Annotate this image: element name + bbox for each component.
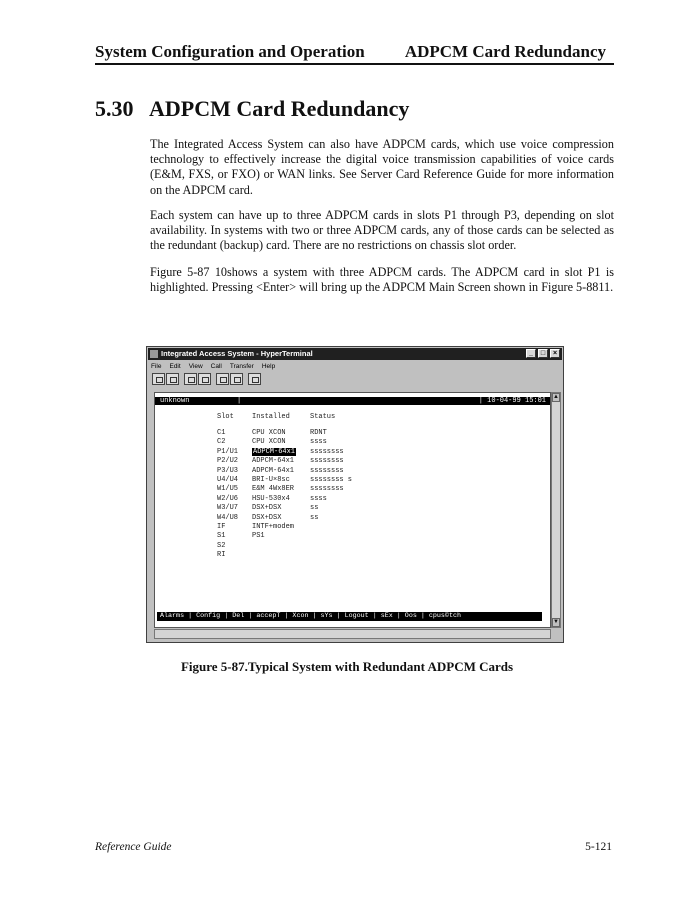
installed-cell[interactable]: CPU XCON (252, 429, 286, 437)
status-column (310, 413, 352, 560)
installed-column (252, 413, 296, 560)
running-header-left: System Configuration and Operation (95, 42, 365, 61)
slot-cell: P1/U1 (217, 447, 239, 456)
slot-cell: S2 (217, 541, 226, 550)
installed-cell[interactable]: DSX+DSX (252, 513, 282, 522)
slot-cell: W3/U7 (217, 504, 239, 513)
close-icon[interactable]: × (550, 349, 560, 358)
installed-cell-selected[interactable]: ADPCM-64x1 (253, 447, 296, 456)
terminal-status-bar (155, 397, 550, 405)
installed-cell[interactable]: ADPCM-64x1 (252, 457, 295, 466)
installed-cell[interactable]: INTF+modem (252, 522, 295, 531)
section-title: ADPCM Card Redundancy (149, 96, 410, 121)
hyperterminal-window (146, 346, 564, 643)
command-bar[interactable]: Alarms | Config | Del | accepT | Xcon | sYs | Logout | sEx | Oos | cpus©tch (157, 612, 542, 621)
slot-cell: C2 (217, 438, 226, 447)
paragraph-3: Figure 5-87 10shows a system with three ADPCM cards. The ADPCM card in slot P1 is highlighted. Pressing <Enter> will bring up the ADPCM Main Screen shown in Figure 5-8811. (150, 265, 614, 295)
window-titlebar (148, 348, 562, 360)
open-icon[interactable] (166, 373, 179, 385)
status-cell: ssssssss (310, 485, 344, 494)
status-header: Status (310, 413, 336, 421)
status-cell: ssss (310, 438, 327, 447)
status-cell: ss (310, 504, 319, 513)
footer-left: Reference Guide (95, 841, 172, 853)
slot-cell: C1 (217, 429, 226, 437)
terminal-screen[interactable] (154, 392, 551, 628)
slot-cell: U4/U4 (217, 475, 239, 484)
installed-cell[interactable]: HSU-530x4 (252, 494, 290, 503)
slot-cell: IF (217, 522, 226, 531)
status-cell: ssssssss (310, 466, 344, 475)
paragraph-2: Each system can have up to three ADPCM cards in slots P1 through P3, depending on slot availability. In systems with two or three ADPCM cards, any of those cards can be selected as the redundant (backup) card. There are no restrictions on chassis slot order. (150, 208, 614, 253)
installed-cell[interactable]: PS1 (252, 532, 265, 541)
status-cell (310, 532, 352, 541)
status-cell (310, 523, 352, 532)
slot-header: Slot (217, 413, 234, 421)
installed-cell[interactable]: BRI-U×8sc (252, 475, 290, 484)
menu-transfer[interactable]: Transfer (229, 363, 254, 370)
installed-cell[interactable]: ADPCM-64x1 (252, 466, 295, 475)
scroll-down-icon[interactable]: ▼ (553, 619, 559, 625)
send-icon[interactable] (216, 373, 229, 385)
slot-cell: RI (217, 551, 226, 560)
slot-cell: P2/U2 (217, 457, 239, 466)
slot-cell: P3/U3 (217, 466, 239, 475)
slot-cell: W4/U8 (217, 513, 239, 522)
page-number: 5-121 (585, 841, 612, 853)
disconnect-icon[interactable] (198, 373, 211, 385)
scroll-up-icon[interactable]: ▲ (553, 394, 559, 400)
status-cell: RDNT (310, 429, 327, 437)
status-cell (310, 551, 352, 560)
window-title: Integrated Access System - HyperTerminal (161, 349, 313, 358)
status-datetime: | 10-04-99 15:01 (478, 397, 546, 405)
new-icon[interactable] (152, 373, 165, 385)
slot-cell: S1 (217, 532, 226, 541)
header-rule (95, 63, 614, 65)
connect-icon[interactable] (184, 373, 197, 385)
running-header-right: ADPCM Card Redundancy (404, 42, 606, 61)
slot-cell: W1/U5 (217, 485, 239, 494)
menu-help[interactable]: Help (261, 363, 276, 370)
section-number: 5.30 (95, 96, 134, 121)
slot-column (217, 413, 238, 560)
paragraph-1: The Integrated Access System can also have ADPCM cards, which use voice compression technology to effectively increase the digital voice transmission capabilities of voice cards (E&M, FXS, or FXO) or WAN links. See Server Card Reference Guide for more information on the ADPCM card. (150, 137, 614, 197)
slot-cell: W2/U6 (217, 494, 239, 503)
menu-view[interactable]: View (188, 363, 203, 370)
status-cell (310, 542, 352, 551)
installed-cell[interactable]: CPU XCON (252, 438, 286, 447)
status-cell: ssssssss s (310, 475, 353, 484)
menu-edit[interactable]: Edit (169, 363, 181, 370)
horizontal-scrollbar[interactable] (154, 629, 551, 639)
menu-call[interactable]: Call (210, 363, 222, 370)
menu-file[interactable]: File (151, 363, 162, 370)
receive-icon[interactable] (230, 373, 243, 385)
figure-caption: Figure 5-87.Typical System with Redundant ADPCM Cards (180, 659, 514, 674)
properties-icon[interactable] (248, 373, 261, 385)
installed-cell[interactable] (252, 551, 296, 560)
status-cell: ssssssss (310, 457, 344, 466)
section-heading (95, 96, 409, 122)
status-cell: ssss (310, 494, 327, 503)
vertical-scrollbar[interactable] (551, 392, 561, 628)
maximize-icon[interactable]: □ (538, 349, 548, 358)
status-separator: | (237, 397, 242, 405)
status-cell: ssssssss (310, 447, 344, 456)
installed-cell[interactable]: E&M 4Wx8ER (252, 485, 295, 494)
installed-cell[interactable]: DSX+DSX (252, 504, 282, 513)
installed-cell[interactable] (252, 542, 296, 551)
status-cell: ss (310, 513, 319, 522)
installed-header: Installed (252, 413, 290, 421)
status-left: unknown (160, 397, 190, 405)
minimize-icon[interactable]: _ (526, 349, 536, 358)
app-icon (150, 350, 158, 358)
menu-bar (149, 361, 275, 372)
